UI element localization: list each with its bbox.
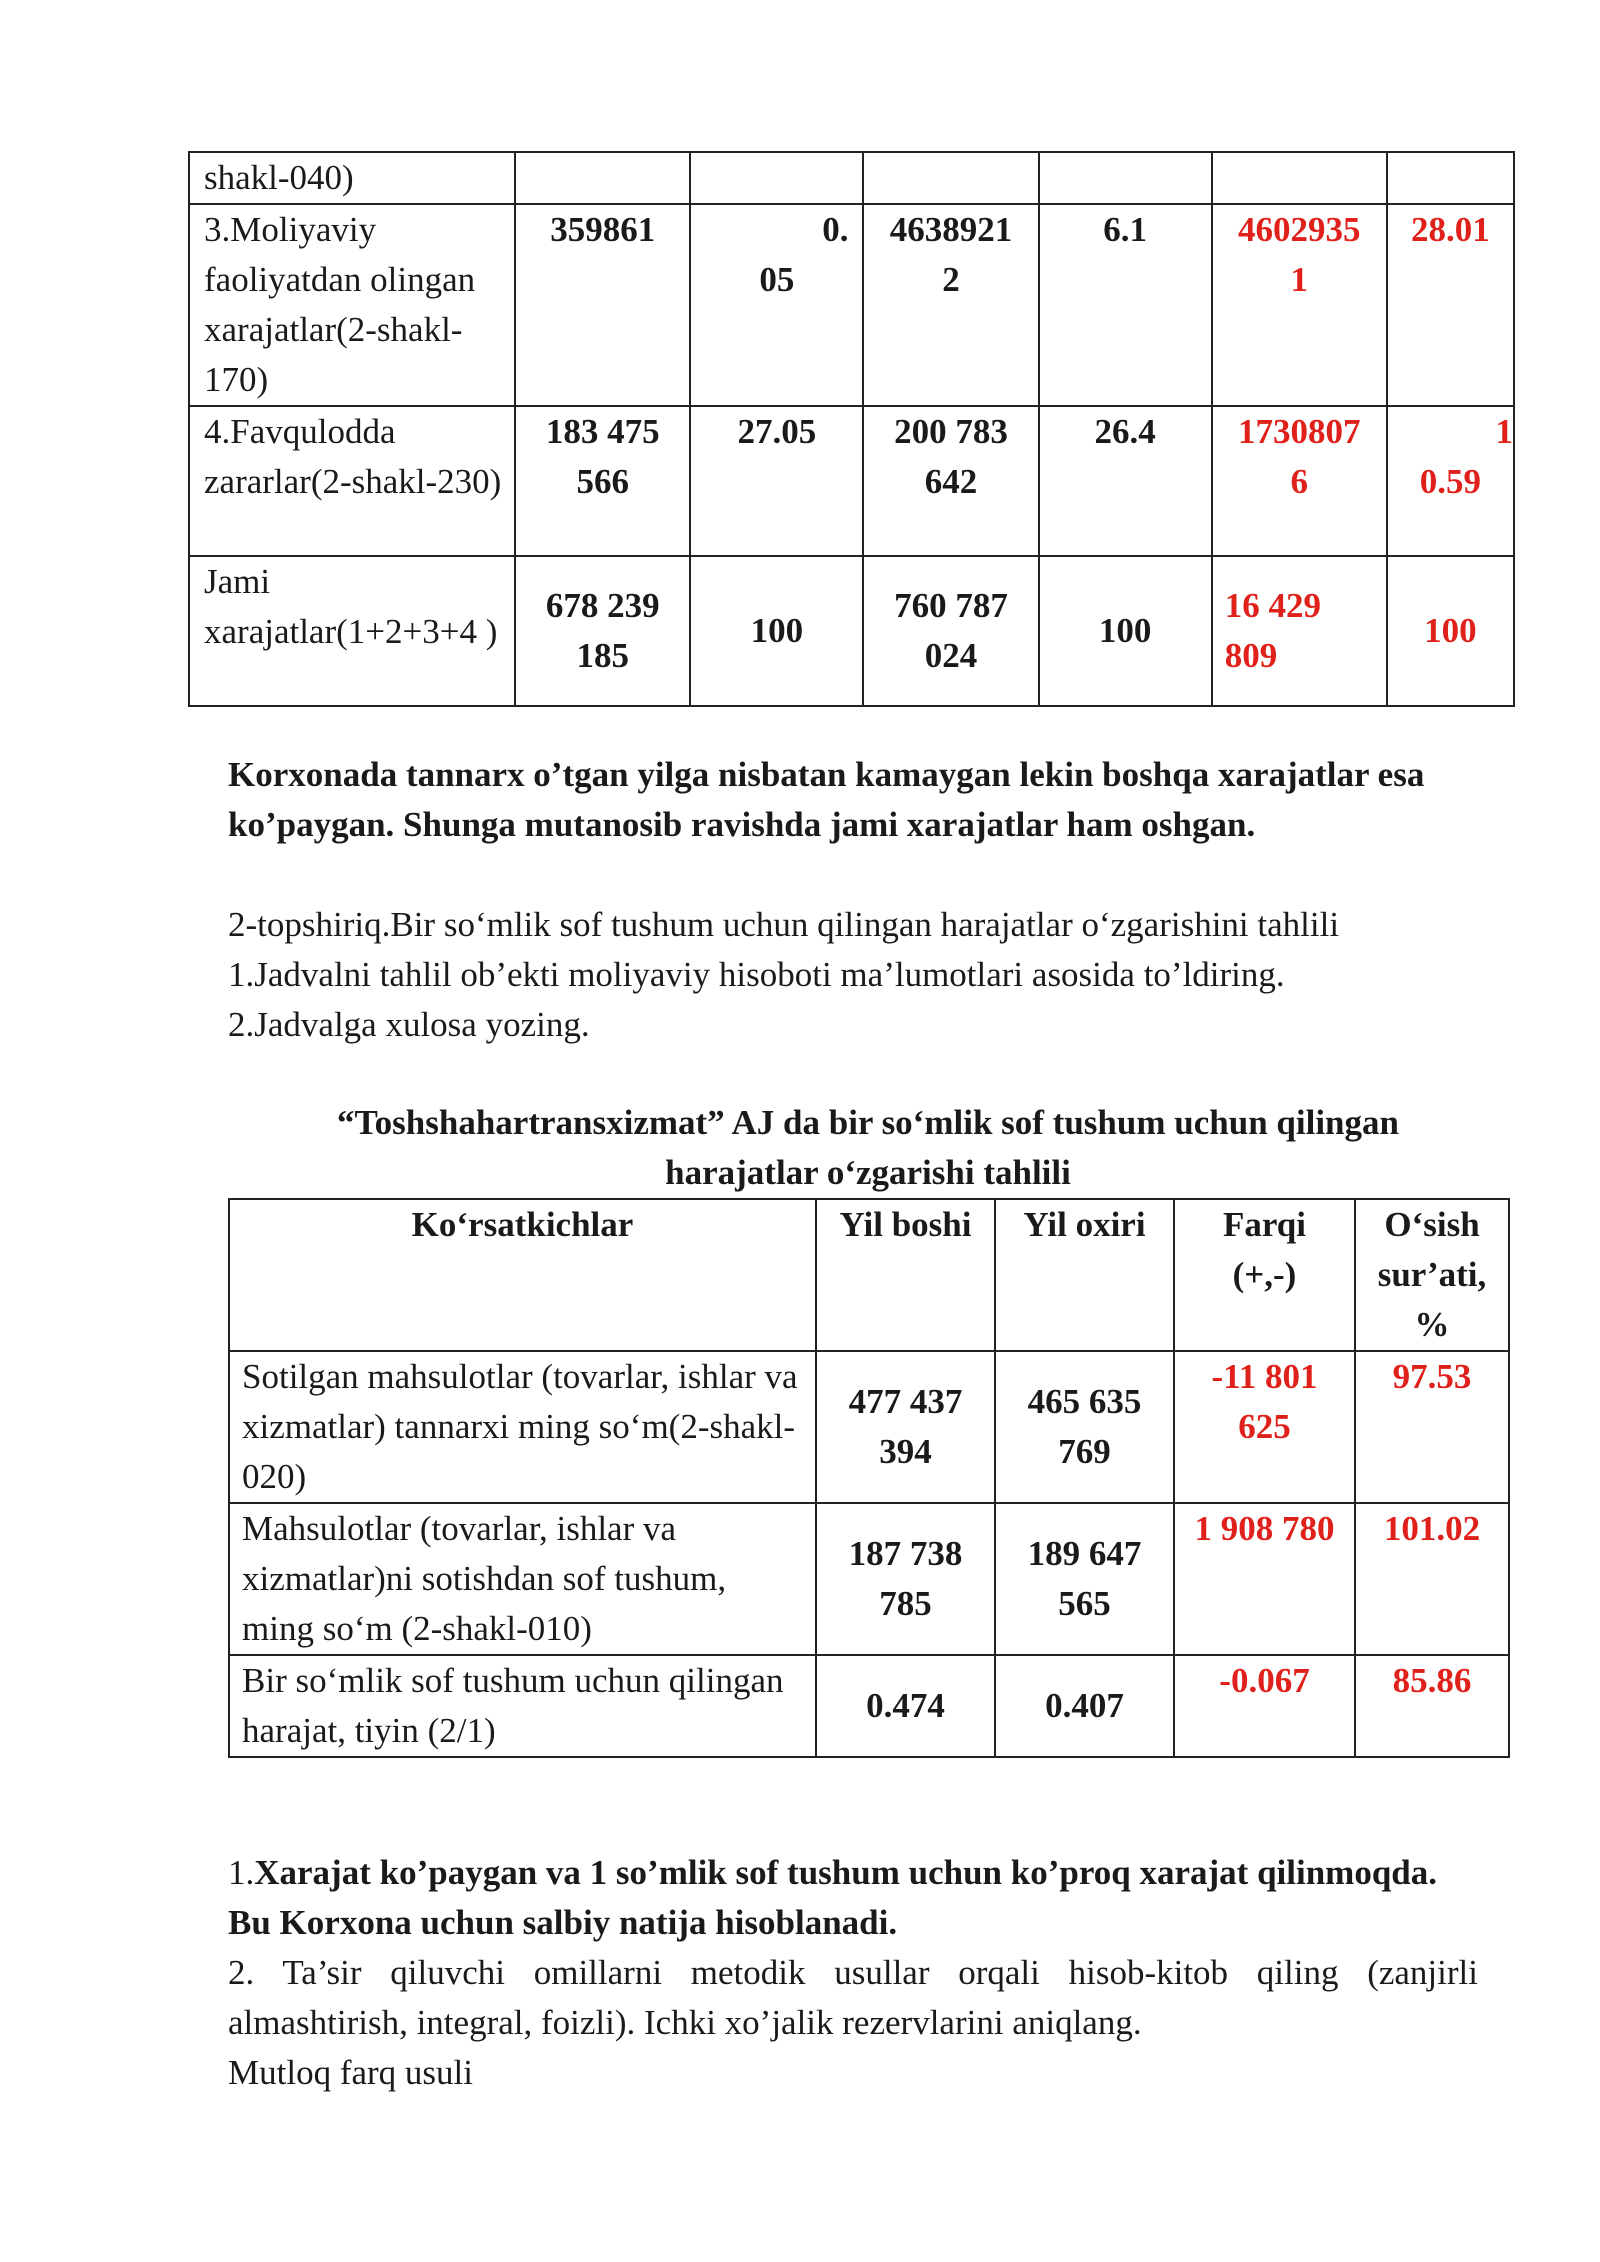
table-cell <box>690 152 863 204</box>
table-row <box>189 406 1514 556</box>
cell-line: 0.59 <box>1419 462 1482 501</box>
table-cell: 100 <box>1039 556 1212 706</box>
table-cell: 97.53 <box>1355 1351 1509 1503</box>
cell-line: 1 <box>1495 412 1513 451</box>
table-cell: 760 787 024 <box>863 556 1038 706</box>
table-title: “Toshshahartransxizmat” AJ da bir so‘mlik sof tushum uchun qilingan <box>337 1103 1399 1142</box>
task-line: 2.Jadvalga xulosa yozing. <box>228 1005 590 1044</box>
column-header: Yil oxiri <box>995 1199 1174 1351</box>
table-cell: 4602935 1 <box>1212 204 1387 406</box>
table-cell: 465 635 769 <box>995 1351 1174 1503</box>
table-cell: 189 647 565 <box>995 1503 1174 1655</box>
row-label: Jami xarajatlar(1+2+3+4 ) <box>189 556 515 706</box>
table-cell: 1730807 6 <box>1212 406 1387 556</box>
table-cell: -0.067 <box>1174 1655 1355 1757</box>
table-cell: 6.1 <box>1039 204 1212 406</box>
row-label: Mahsulotlar (tovarlar, ishlar va xizmatlar)ni sotishdan sof tushum, ming so‘m (2-shakl-010) <box>229 1503 816 1655</box>
task-line: 2-topshiriq.Bir so‘mlik sof tushum uchun qilingan harajatlar o‘zgarishini tahlili <box>228 905 1340 944</box>
row-label: Bir so‘mlik sof tushum uchun qilingan harajat, tiyin (2/1) <box>229 1655 816 1757</box>
table-cell <box>1387 406 1514 556</box>
method-label: Mutloq farq usuli <box>228 2053 473 2092</box>
table-cell <box>1212 152 1387 204</box>
task-2-paragraph: 2. Ta’sir qiluvchi omillarni metodik usullar orqali hisob-kitob qiling (zanjirli almashtirish, integral, foizli). Ichki xo’jalik rezervlarini aniqlang. <box>228 1953 1478 2042</box>
task-line: 1.Jadvalni tahlil ob’ekti moliyaviy hisoboti ma’lumotlari asosida to’ldiring. <box>228 955 1285 994</box>
table-cell <box>863 152 1038 204</box>
table-cell: 0.407 <box>995 1655 1174 1757</box>
table-row <box>189 204 1514 406</box>
table-cell <box>690 204 863 406</box>
table-cell: -11 801 625 <box>1174 1351 1355 1503</box>
table-cell: 1 908 780 <box>1174 1503 1355 1655</box>
table-cell: 200 783 642 <box>863 406 1038 556</box>
table-cell: 100 <box>690 556 863 706</box>
table-row <box>189 556 1514 706</box>
table-cell: 26.4 <box>1039 406 1212 556</box>
table-cell: 101.02 <box>1355 1503 1509 1655</box>
table-cell: 85.86 <box>1355 1655 1509 1757</box>
table-cell <box>515 152 690 204</box>
table-cell: 477 437 394 <box>816 1351 995 1503</box>
table-cell: 4638921 2 <box>863 204 1038 406</box>
row-label: Sotilgan mahsulotlar (tovarlar, ishlar va xizmatlar) tannarxi ming so‘m(2-shakl-020) <box>229 1351 816 1503</box>
row-label: 3.Moliyaviy faoliyatdan olingan xarajatlar(2-shakl-170) <box>189 204 515 406</box>
row-label: shakl-040) <box>189 152 515 204</box>
table-cell: 27.05 <box>690 406 863 556</box>
column-header: O‘sish sur’ati, % <box>1355 1199 1509 1351</box>
table-row <box>189 152 1514 204</box>
expenses-table <box>188 151 1515 707</box>
column-header: Yil boshi <box>816 1199 995 1351</box>
conclusion-2-prefix: 1. <box>228 1853 255 1892</box>
conclusion-2-text: Xarajat ko’paygan va 1 so’mlik sof tushum uchun ko’proq xarajat qilinmoqda. Bu Korxona uchun salbiy natija hisoblanadi. <box>228 1853 1438 1942</box>
row-label: 4.Favqulodda zararlar(2-shakl-230) <box>189 406 515 556</box>
table-cell <box>1387 152 1514 204</box>
column-header: Farqi (+,-) <box>1174 1199 1355 1351</box>
table-cell: 28.01 <box>1387 204 1514 406</box>
conclusion-paragraph: Korxonada tannarx o’tgan yilga nisbatan kamaygan lekin boshqa xarajatlar esa ko’paygan. Shunga mutanosib ravishda jami xarajatlar ham oshgan. <box>228 755 1425 844</box>
table-cell: 359861 <box>515 204 690 406</box>
table-cell: 187 738 785 <box>816 1503 995 1655</box>
table-cell: 183 475 566 <box>515 406 690 556</box>
table-row <box>229 1351 1509 1503</box>
cell-line: 05 <box>759 260 795 299</box>
table-cell: 0.474 <box>816 1655 995 1757</box>
table-row <box>229 1655 1509 1757</box>
cell-line: 0. <box>822 210 849 249</box>
table-cell <box>1039 152 1212 204</box>
table-title: harajatlar o‘zgarishi tahlili <box>665 1153 1071 1192</box>
table-cell: 678 239 185 <box>515 556 690 706</box>
cost-per-revenue-table <box>228 1198 1510 1758</box>
table-cell: 16 429 809 <box>1212 556 1387 706</box>
table-row <box>229 1503 1509 1655</box>
table-header-row <box>229 1199 1509 1351</box>
table-cell: 100 <box>1387 556 1514 706</box>
conclusion-2 <box>228 1848 1478 1948</box>
column-header: Ko‘rsatkichlar <box>229 1199 816 1351</box>
